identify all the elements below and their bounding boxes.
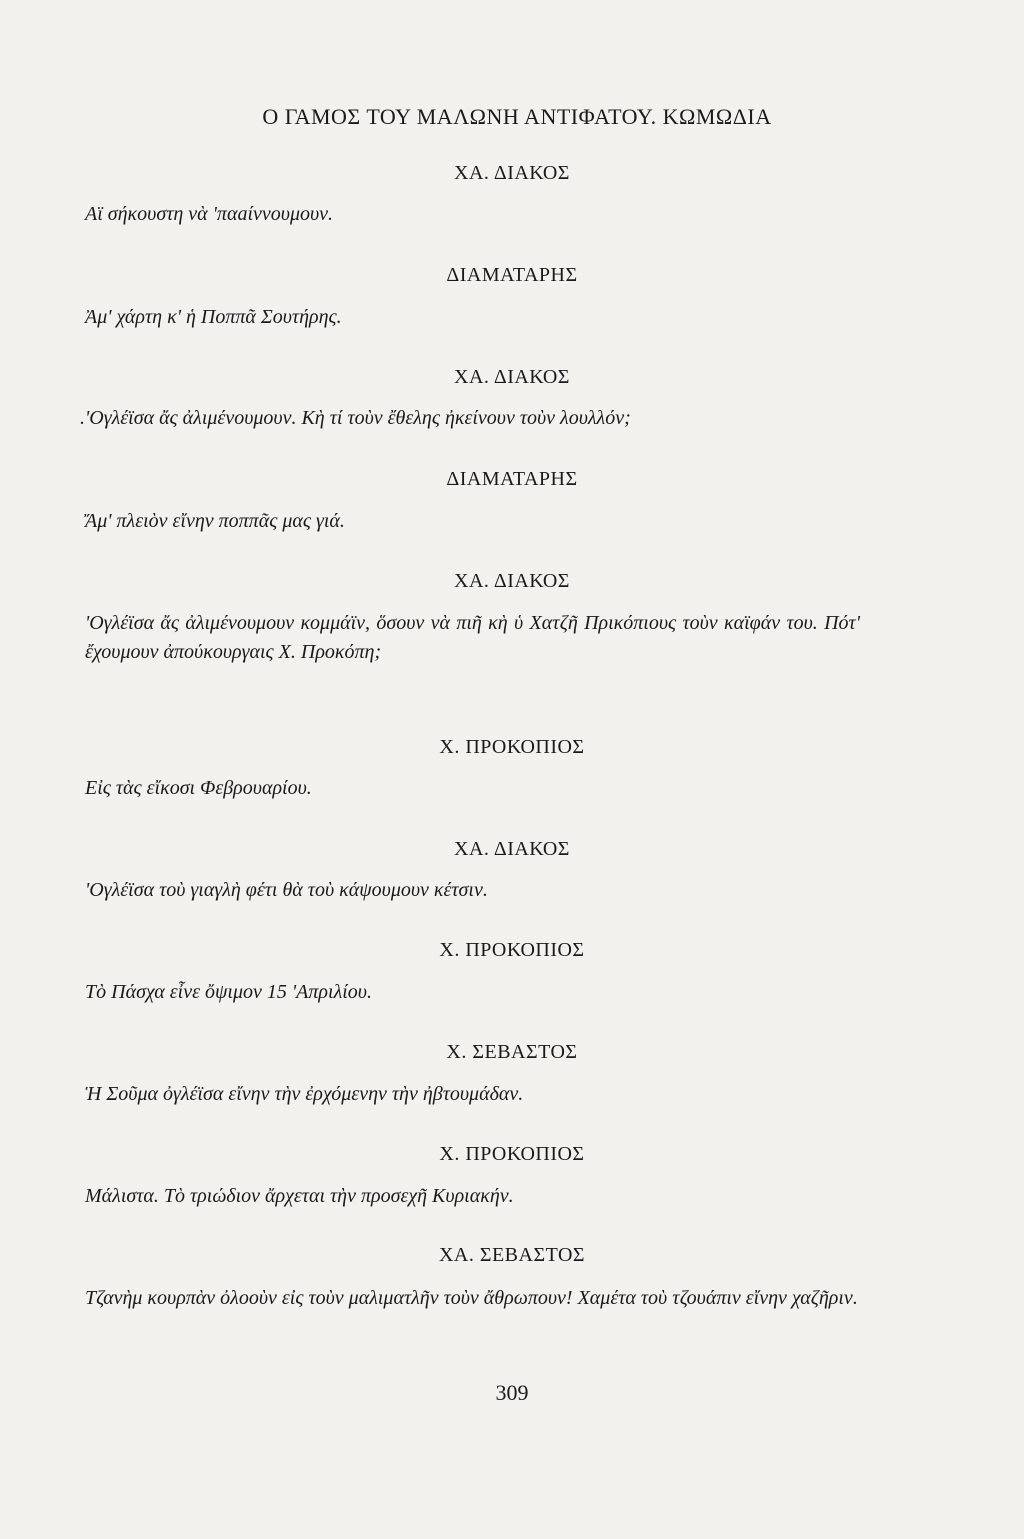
dialogue-line: Ἡ Σοῦμα ὀγλέϊσα εἴνην τὴν ἐρχόμενην τὴν ἠβτουμάδαν. <box>85 1083 524 1105</box>
running-title: Ο ΓΑΜΟΣ ΤΟΥ ΜΑΛΩΝΗ ΑΝΤΙΦΑΤΟΥ. ΚΩΜΩΔΙΑ <box>262 104 772 129</box>
speaker-name: ΔΙΑΜΑΤΑΡΗΣ <box>446 468 578 490</box>
speaker-name: ΧΑ. ΔΙΑΚΟΣ <box>454 838 570 860</box>
dialogue-line: 'Ογλέϊσα τοὺ γιαγλὴ φέτι θὰ τοὺ κάψουμουν κέτσιν. <box>85 879 488 901</box>
speaker-name: ΔΙΑΜΑΤΑΡΗΣ <box>446 264 578 286</box>
dialogue-line: Εἰς τὰς εἴκοσι Φεβρουαρίου. <box>85 777 312 799</box>
dialogue-line: Ἄμ' πλειὸν εἴνην ποππᾶς μας γιά. <box>85 510 345 532</box>
dialogue-line: .'Ογλέϊσα ἄς ἀλιμένουμουν. Κὴ τί τοὺν ἔθελης ἠκείνουν τοὺν λουλλόν; <box>80 407 631 429</box>
dialogue-line: Τὸ Πάσχα εἶνε ὄψιμον 15 'Απριλίου. <box>85 981 372 1003</box>
dialogue-line: Τζανὴμ κουρπὰν ὀλοοὺν εἰς τοὺν μαλιματλῆν τοὺν ἄθρωπουν! Χαμέτα τοὺ τζουάπιν εἴνην χαζῆριν. <box>85 1287 858 1309</box>
speaker-name: Χ. ΣΕΒΑΣΤΟΣ <box>446 1041 578 1063</box>
dialogue-line: 'Ογλέϊσα ἄς ἀλιμένουμουν κομμάϊν, ὅσουν νὰ πιῆ κὴ ὑ Χατζῆ Πρικόπιους τοὺν καϊφάν του. Πότ' ἔχουμουν ἀπούκουργαις Χ. Προκόπη; <box>85 612 860 663</box>
dialogue-line: Ἀμ' χάρτη κ' ἡ Ποππᾶ Σουτήρης. <box>85 306 342 328</box>
speaker-name: Χ. ΠΡΟΚΟΠΙΟΣ <box>439 939 585 961</box>
dialogue-line: Μάλιστα. Τὸ τριώδιον ἄρχεται τὴν προσεχῆ Κυριακήν. <box>85 1185 514 1207</box>
dialogue-line: Αϊ σήκουστη νὰ 'παaίννουμουν. <box>85 203 334 225</box>
speaker-name: Χ. ΠΡΟΚΟΠΙΟΣ <box>439 1143 585 1165</box>
speaker-name: ΧΑ. ΔΙΑΚΟΣ <box>454 162 570 184</box>
page-number: 309 <box>495 1380 529 1405</box>
speaker-name: ΧΑ. ΣΕΒΑΣΤΟΣ <box>438 1244 586 1266</box>
speaker-name: ΧΑ. ΔΙΑΚΟΣ <box>454 366 570 388</box>
speaker-name: ΧΑ. ΔΙΑΚΟΣ <box>454 570 570 592</box>
speaker-name: Χ. ΠΡΟΚΟΠΙΟΣ <box>439 736 585 758</box>
